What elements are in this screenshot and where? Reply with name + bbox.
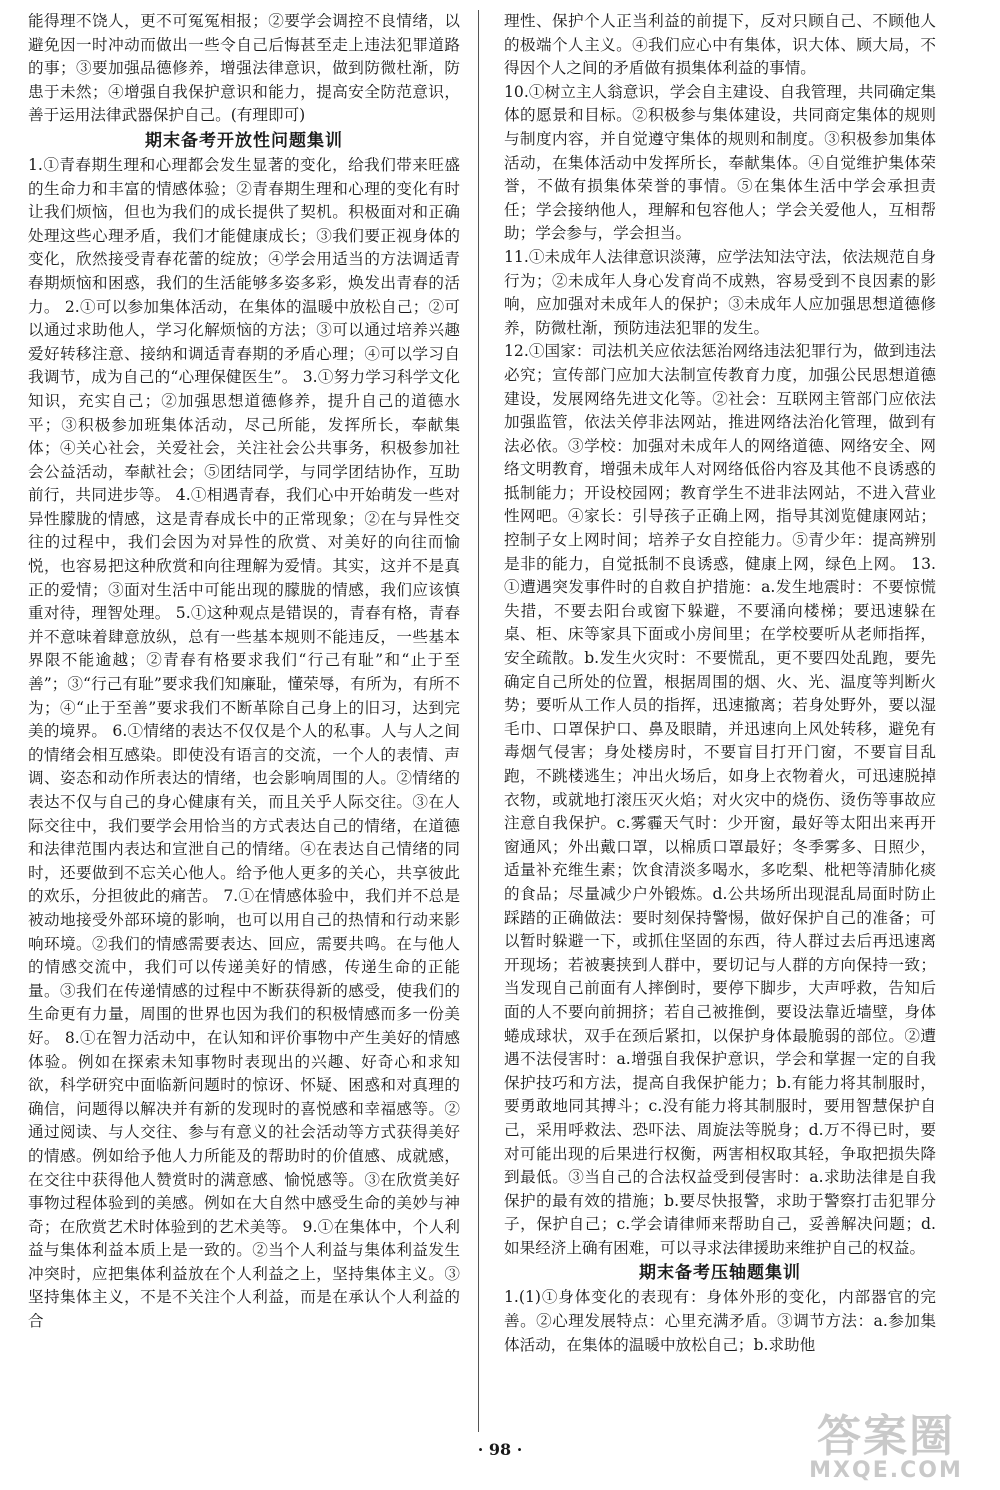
right-bottom-paragraph: 1.(1)①身体变化的表现有：身体外形的变化，内部器官的完善。②心理发展特点：心里充满矛盾。③调节方法：a.参加集体活动，在集体的温暖中放松自己；b.求助他 [504,1288,936,1354]
section-title-open-questions: 期末备考开放性问题集训 [145,130,343,151]
left-body-paragraph: 1.①青春期生理和心理都会发生显著的变化，给我们带来旺盛的生命力和丰富的情感体验；②青春期生理和心理的变化有时让我们烦恼，但也为我们的成长提供了契机。积极面对和正确处理这些心理矛盾，我们才能健康成长；③我们要正视身体的变化，欣然接受青春花蕾的绽放；④学会用适当的方法调适青春期烦恼和困惑，我们的生活能够多姿多彩，焕发出青春的活力。 2.①可以参加集体活动，在集体的温暖中放松自己；②可以通过求助他人，学习化解烦恼的方法；③可以通过培养兴趣爱好转移注意、接纳和调适青春期的矛盾心理；④可以学习自我调节，成为自己的“心理保健医生”。 3.①努力学习科学文化知识，充实自己；②加强思想道德修养，提升自己的道德水平；③积极参加班集体活动，尽己所能，发挥所长，奉献集体；④关心社会，关爱社会，关注社会公共事务，积极参加社会公益活动，奉献社会；⑤团结同学，与同学团结协作，互助前行，共同进步等。 4.①相遇青春，我们心中开始萌发一些对异性朦胧的情感，这是青春成长中的正常现象；②在与异性交往的过程中，我们会因为对异性的欣赏、对美好的向往而愉悦，也容易把这种欣赏和向往理解为爱情。其实，这并不是真正的爱情；③面对生活中可能出现的朦胧的情感，我们应该慎重对待，理智处理。 5.①这种观点是错误的，青春有格，青春并不意味着肆意放纵，总有一些基本规则不能违反，一些基本界限不能逾越；②青春有格要求我们“行己有耻”和“止于至善”；③“行己有耻”要求我们知廉耻，懂荣辱，有所为，有所不为；④“止于至善”要求我们不断革除自己身上的旧习，达到完美的境界。 6.①情绪的表达不仅仅是个人的私事。人与人之间的情绪会相互感染。即使没有语言的交流，一个人的表情、声调、姿态和动作所表达的情绪，也会影响周围的人。②情绪的表达不仅与自己的身心健康有关，而且关乎人际交往。③在人际交往中，我们要学会用恰当的方式表达自己的情绪，在道德和法律范围内表达和宣泄自己的情绪。④在表达自己情绪的同时，还要做到不忘关心他人。给予他人更多的关心，共享彼此的欢乐，分担彼此的痛苦。 7.①在情感体验中，我们并不总是被动地接受外部环境的影响，也可以用自己的热情和行动来影响环境。②我们的情感需要表达、回应，需要共鸣。在与他人的情感交流中，我们可以传递美好的情感，传递生命的正能量。③我们在传递情感的过程中不断获得新的感受，使我们的生命更有力量，周围的世界也因为我们的积极情感而多一份美好。 8.①在智力活动中，在认知和评价事物中产生美好的情感体验。例如在探索未知事物时表现出的兴趣、好奇心和求知欲，科学研究中面临新问题时的惊讶、怀疑、困惑和对真理的确信，问题得以解决并有新的发现时的喜悦感和幸福感等。②通过阅读、与人交往、参与有意义的社会活动等方式获得美好的情感。例如给予他人力所能及的帮助时的价值感、成就感，在交往中获得他人赞赏时的满意感、愉悦感等。③在欣赏美好事物过程体验到的美感。例如在大自然中感受生命的美妙与神奇；在欣赏艺术时体验到的艺术美等。 9.①在集体中，个人利益与集体利益本质上是一致的。②当个人利益与集体利益发生冲突时，应把集体利益放在个人利益之上，坚持集体主义。③坚持集体主义，不是不关注个人利益，而是在承认个人利益的合 [28,155,460,1331]
right-column [504,10,936,1435]
watermark-logo [786,1411,986,1484]
section-title-final-questions: 期末备考压轴题集训 [639,1263,801,1284]
left-intro-paragraph: 能得理不饶人，更不可冤冤相报；②要学会调控不良情绪，以避免因一时冲动而做出一些令自己后悔甚至走上违法犯罪道路的事；③要加强品德修养，增强法律意识，做到防微杜渐，防患于未然；④增强自我保护意识和能力，提高安全防范意识，善于运用法律武器保护自己。(有理即可) [28,12,460,125]
watermark-sub-text: MXQE.COM [809,1458,963,1483]
column-divider [478,10,479,1432]
left-column [28,10,460,1435]
watermark-main-text: 答案圈 [817,1411,955,1462]
page-number: · 98 · [477,1440,523,1459]
right-top-paragraph: 理性、保护个人正当利益的前提下，反对只顾自己、不顾他人的极端个人主义。④我们应心中有集体，识大体、顾大局，不得因个人之间的矛盾做有损集体利益的事情。 10.①树立主人翁意识，学会自主建设、自我管理，共同确定集体的愿景和目标。②积极参与集体建设，共同商定集体的规则与制度内容，并自觉遵守集体的规则和制度。③积极参加集体活动，在集体活动中发挥所长，奉献集体。④自觉维护集体荣誉，不做有损集体荣誉的事情。⑤在集体生活中学会承担责任；学会接纳他人，理解和包容他人；学会关爱他人，互相帮助；学会参与，学会担当。 11.①未成年人法律意识淡薄，应学法知法守法，依法规范自身行为；②未成年人身心发育尚不成熟，容易受到不良因素的影响，应加强对未成年人的保护；③未成年人应加强思想道德修养，防微杜渐，预防违法犯罪的发生。 12.①国家：司法机关应依法惩治网络违法犯罪行为，做到违法必究；宣传部门应加大法制宣传教育力度，加强公民思想道德建设，发展网络先进文化等。②社会：互联网主管部门应依法加强监管，依法关停非法网站，推进网络法治化管理，做到有法必依。③学校：加强对未成年人的网络道德、网络安全、网络文明教育，增强未成年人对网络低俗内容及其他不良诱惑的抵制能力；开设校园网；教育学生不进非法网站，不进入营业性网吧。④家长：引导孩子正确上网，指导其浏览健康网站；控制子女上网时间；培养子女自控能力。⑤青少年：提高辨别是非的能力，自觉抵制不良诱惑，健康上网，绿色上网。 13.①遭遇突发事件时的自救自护措施：a.发生地震时：不要惊慌失措，不要去阳台或窗下躲避，不要涌向楼梯；要迅速躲在桌、柜、床等家具下面或小房间里；在学校要听从老师指挥，安全疏散。b.发生火灾时：不要慌乱，更不要四处乱跑，要先确定自己所处的位置，根据周围的烟、火、光、温度等判断火势；要听从工作人员的指挥，迅速撤离；若身处野外，要以湿毛巾、口罩保护口、鼻及眼睛，并迅速向上风处转移，避免有毒烟气侵害；身处楼房时，不要盲目打开门窗，不要盲目乱跑，不跳楼逃生；冲出火场后，如身上衣物着火，可迅速脱掉衣物，或就地打滚压灭火焰；对火灾中的烧伤、烫伤等事故应注意自我保护。c.雾霾天气时：少开窗，最好等太阳出来再开窗通风；外出戴口罩，以棉质口罩最好；冬季雾多、日照少，适量补充维生素；饮食清淡多喝水，多吃梨、枇杷等清肺化痰的食品；尽量减少户外锻炼。d.公共场所出现混乱局面时防止踩踏的正确做法：要时刻保持警惕，做好保护自己的准备；可以暂时躲避一下，或抓住坚固的东西，待人群过去后再迅速离开现场；若被裹挟到人群中，要切记与人群的方向保持一致；当发现自己前面有人摔倒时，要停下脚步，大声呼救，告知后面的人不要向前拥挤；若自己被推倒，要设法靠近墙壁，身体蜷成球状，双手在颈后紧扣，以保护身体最脆弱的部位。②遭遇不法侵害时：a.增强自我保护意识，学会和掌握一定的自我保护技巧和方法，提高自我保护能力；b.有能力将其制服时，要勇敢地同其搏斗；c.没有能力将其制服时，要用智慧保护自己，采用呼救法、恐吓法、周旋法等脱身；d.万不得已时，要对可能出现的后果进行权衡，两害相权取其轻，争取把损失降到最低。③当自己的合法权益受到侵害时：a.求助法律是自我保护的最有效的措施；b.要尽快报警，求助于警察打击犯罪分子，保护自己；c.学会请律师来帮助自己，妥善解决问题；d.如果经济上确有困难，可以寻求法律援助来维护自己的权益。 [504,12,936,1257]
